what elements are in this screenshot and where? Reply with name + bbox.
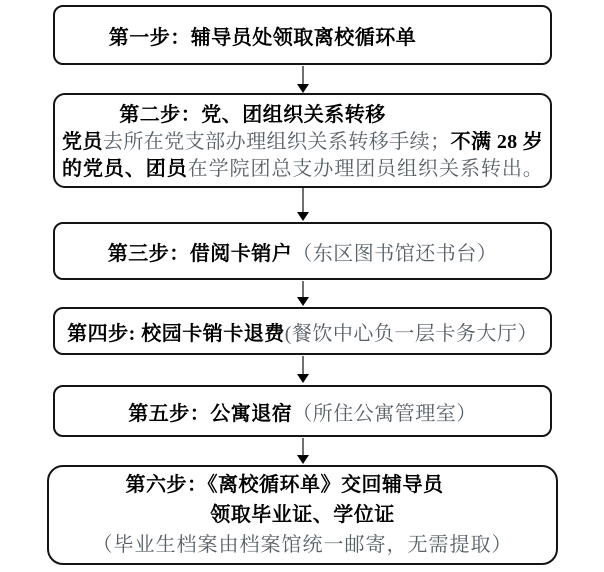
arrow-head-icon (297, 212, 309, 221)
step-5-location-note: （所住公寓管理室） (292, 402, 477, 425)
step-box-4 (53, 307, 552, 355)
arrow-line (302, 281, 304, 297)
down-arrow (296, 66, 309, 93)
step-2-bold-segment: 的党员、团员 (62, 158, 188, 180)
arrow-line (302, 438, 304, 455)
step-4-title-bold: 第四步: 校园卡销卡退费 (67, 322, 285, 345)
step-box-3 (53, 222, 552, 280)
arrow-head-icon (297, 374, 309, 383)
arrow-line (302, 356, 304, 374)
step-box-1 (53, 5, 552, 65)
step-3-location-note: （东区图书馆还书台） (292, 242, 498, 265)
step-3-title-bold: 第三步：借阅卡销户 (107, 242, 293, 265)
down-arrow (296, 188, 309, 221)
step-2-bold-segment: 不满 28 岁 (450, 131, 543, 153)
arrow-line (302, 66, 304, 84)
step-1-title: 第一步：辅导员处领取离校循环单 (108, 26, 417, 49)
arrow-head-icon (297, 84, 309, 93)
step-2-title: 第二步：党、团组织关系转移 (119, 104, 386, 126)
step-box-6 (47, 465, 558, 565)
step-5-title-bold: 第五步：公寓退宿 (128, 402, 293, 425)
down-arrow (296, 438, 309, 464)
step-2-regular-segment: 在学院团总支办理团员组织关系转出。 (187, 158, 543, 180)
step-2-body-line-1 (55, 129, 550, 156)
step-2-bold-segment: 党员 (62, 131, 103, 153)
down-arrow (296, 281, 309, 306)
step-6-title-line-1: 第六步：《离校循环单》交回辅导员 (125, 474, 444, 496)
arrow-head-icon (297, 297, 309, 306)
step-4-title (67, 317, 538, 346)
down-arrow (296, 356, 309, 383)
step-5-title (128, 397, 477, 426)
step-3-title (108, 237, 498, 266)
step-2-body-line-2 (55, 156, 550, 183)
step-box-5 (53, 385, 552, 437)
step-box-2 (53, 93, 552, 188)
arrow-line (302, 188, 304, 212)
step-6-archive-note: （毕业生档案由档案馆统一邮寄，无需提取） (92, 534, 513, 556)
step-6-title-line-2: 领取毕业证、学位证 (210, 504, 395, 526)
step-4-location-note: (餐饮中心负一层卡务大厅） (284, 322, 538, 345)
arrow-head-icon (297, 455, 309, 464)
step-2-regular-segment: 去所在党支部办理组织关系转移手续； (102, 131, 451, 153)
